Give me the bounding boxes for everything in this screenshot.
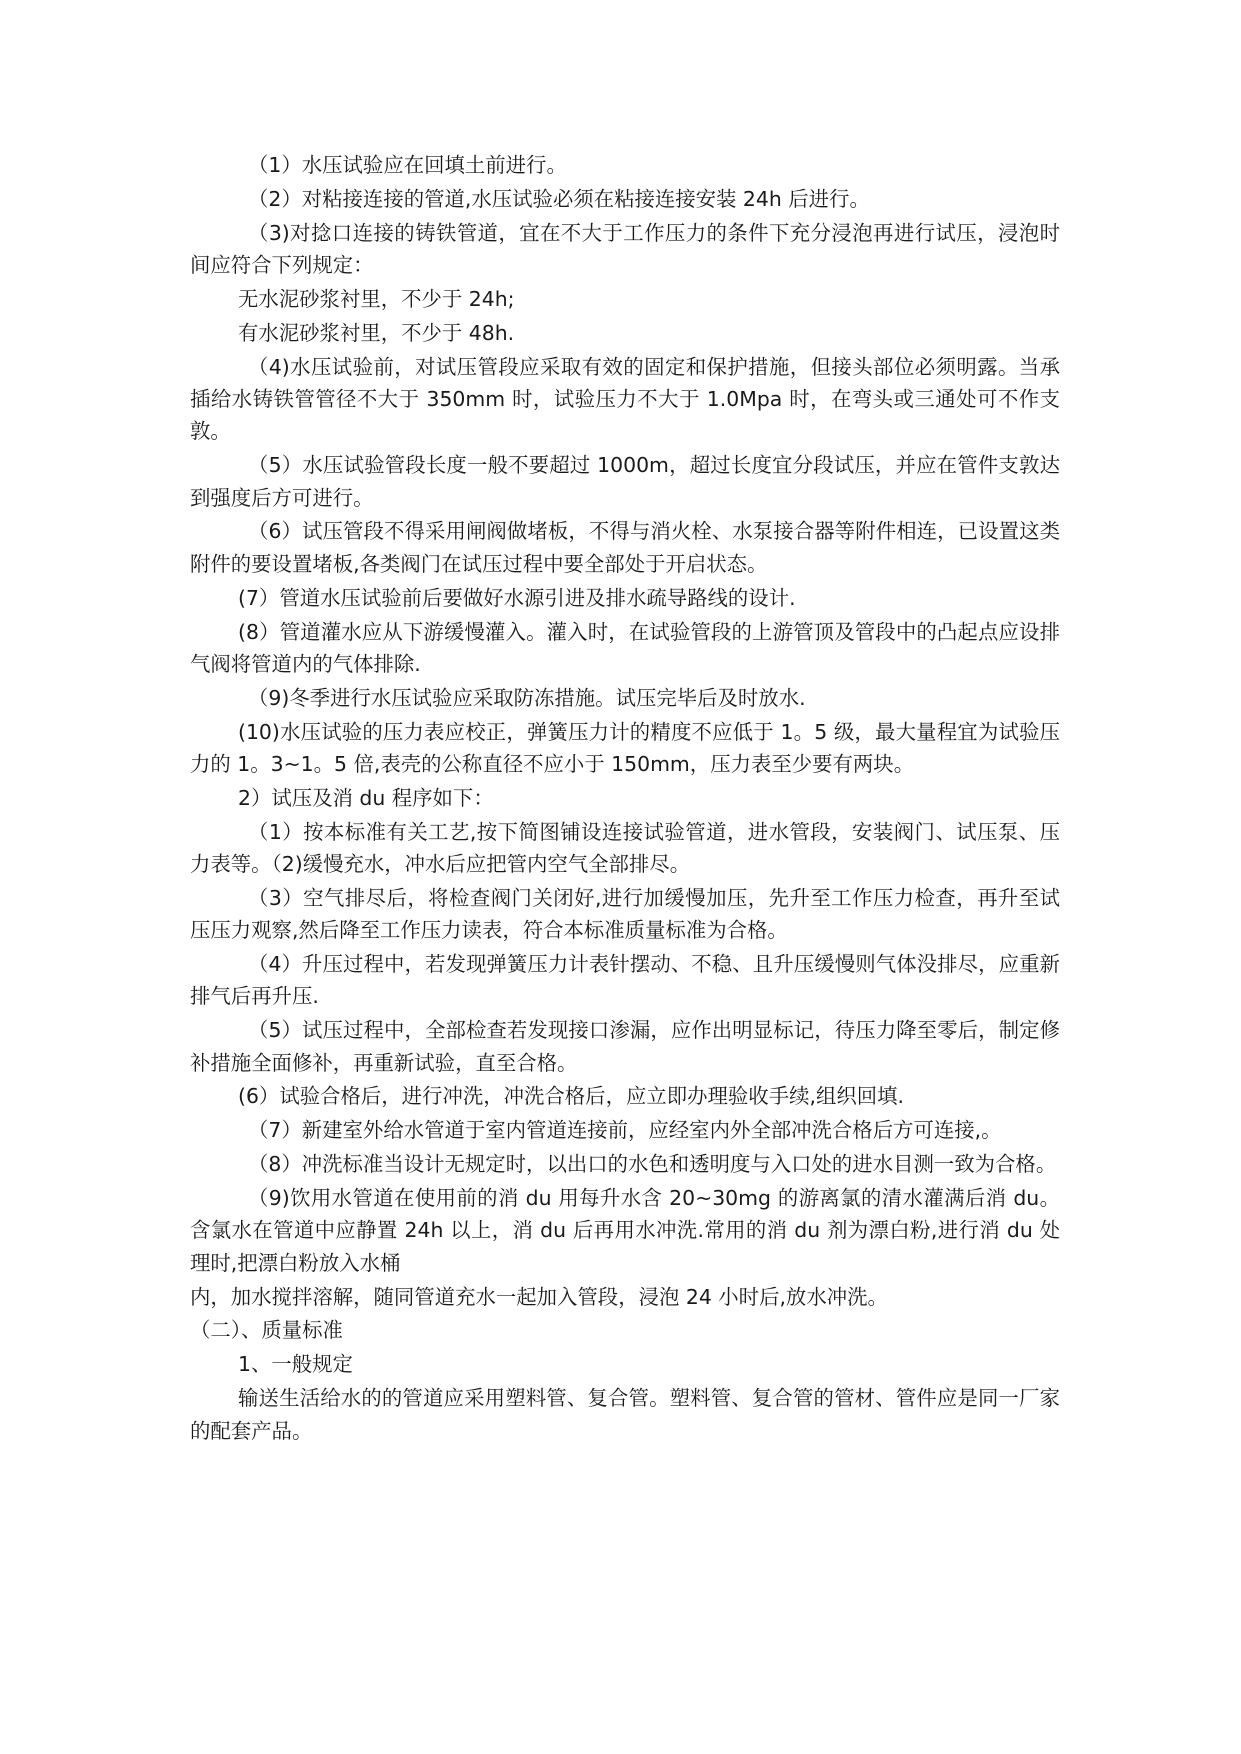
- paragraph: (6）试验合格后，进行冲洗，冲洗合格后，应立即办理验收手续,组织回填.: [238, 1084, 904, 1109]
- paragraph: （9)冬季进行水压试验应采取防冻措施。试压完毕后及时放水.: [248, 685, 806, 710]
- paragraph: （3)对捻口连接的铸铁管道，宜在不大于工作压力的条件下充分浸泡再进行试压，浸泡时间应符合下列规定：: [190, 220, 1060, 278]
- paragraph: （3）空气排尽后，将检查阀门关闭好,进行加缓慢加压，先升至工作压力检查，再升至试压压力观察,然后降至工作压力读表，符合本标准质量标准为合格。: [190, 885, 1060, 943]
- paragraph: （4）升压过程中，若发现弹簧压力计表针摆动、不稳、且升压缓慢则气体没排尽，应重新排气后再升压.: [190, 952, 1060, 1009]
- paragraph: （8）冲洗标准当设计无规定时，以出口的水色和透明度与入口处的进水目测一致为合格。: [248, 1152, 1057, 1177]
- paragraph: （1）按本标准有关工艺,按下简图铺设连接试验管道，进水管段，安装阀门、试压泵、压力表等。（2)缓慢充水，冲水后应把管内空气全部排尽。: [190, 819, 1060, 876]
- paragraph: （6）试压管段不得采用闸阀做堵板，不得与消火栓、水泵接合器等附件相连，已设置这类附件的要设置堵板,各类阀门在试压过程中要全部处于开启状态。: [190, 519, 1060, 576]
- paragraph: （9)饮用水管道在使用前的消 du 用每升水含 20~30mg 的游离氯的清水灌满后消 du。含氯水在管道中应静置 24h 以上，消 du 后再用水冲洗.常用的消 du 剂为漂白粉,进行消 du 处理时,把漂白粉放入水桶: [190, 1186, 1060, 1275]
- section-heading: 2）试压及消 du 程序如下：: [238, 785, 494, 810]
- paragraph: (7）管道水压试验前后要做好水源引进及排水疏导路线的设计.: [238, 585, 796, 610]
- paragraph: 无水泥砂浆衬里，不少于 24h;: [238, 286, 515, 311]
- document-body: [190, 149, 1060, 1448]
- section-heading: （二）、质量标准: [190, 1318, 343, 1343]
- subsection-heading: 1、一般规定: [238, 1352, 353, 1377]
- paragraph: （1）水压试验应在回填土前进行。: [248, 153, 567, 177]
- paragraph: 输送生活给水的的管道应采用塑料管、复合管。塑料管、复合管的管材、管件应是同一厂家的配套产品。: [190, 1386, 1060, 1443]
- paragraph: （7）新建室外给水管道于室内管道连接前，应经室内外全部冲洗合格后方可连接,。: [248, 1118, 1002, 1143]
- paragraph: （4)水压试验前，对试压管段应采取有效的固定和保护措施，但接头部位必须明露。当承插给水铸铁管管径不大于 350mm 时，试验压力不大于 1.0Mpa 时，在弯头或三通处可不作支敦。: [190, 354, 1060, 444]
- paragraph: （5）水压试验管段长度一般不要超过 1000m，超过长度宜分段试压，并应在管件支敦达到强度后方可进行。: [190, 453, 1060, 510]
- paragraph: (8）管道灌水应从下游缓慢灌入。灌入时，在试验管段的上游管顶及管段中的凸起点应设排气阀将管道内的气体排除.: [190, 619, 1060, 676]
- paragraph: 有水泥砂浆衬里，不少于 48h.: [238, 320, 515, 345]
- paragraph: 内，加水搅拌溶解，随同管道充水一起加入管段，浸泡 24 小时后,放水冲洗。: [190, 1284, 888, 1309]
- paragraph: （2）对粘接连接的管道,水压试验必须在粘接连接安装 24h 后进行。: [248, 186, 870, 211]
- paragraph: (10)水压试验的压力表应校正，弹簧压力计的精度不应低于 1。5 级，最大量程宜为试验压力的 1。3~1。5 倍,表壳的公称直径不应小于 150mm，压力表至少要有两块。: [190, 719, 1060, 776]
- paragraph: （5）试压过程中，全部检查若发现接口渗漏，应作出明显标记，待压力降至零后，制定修补措施全面修补，再重新试验，直至合格。: [190, 1018, 1060, 1075]
